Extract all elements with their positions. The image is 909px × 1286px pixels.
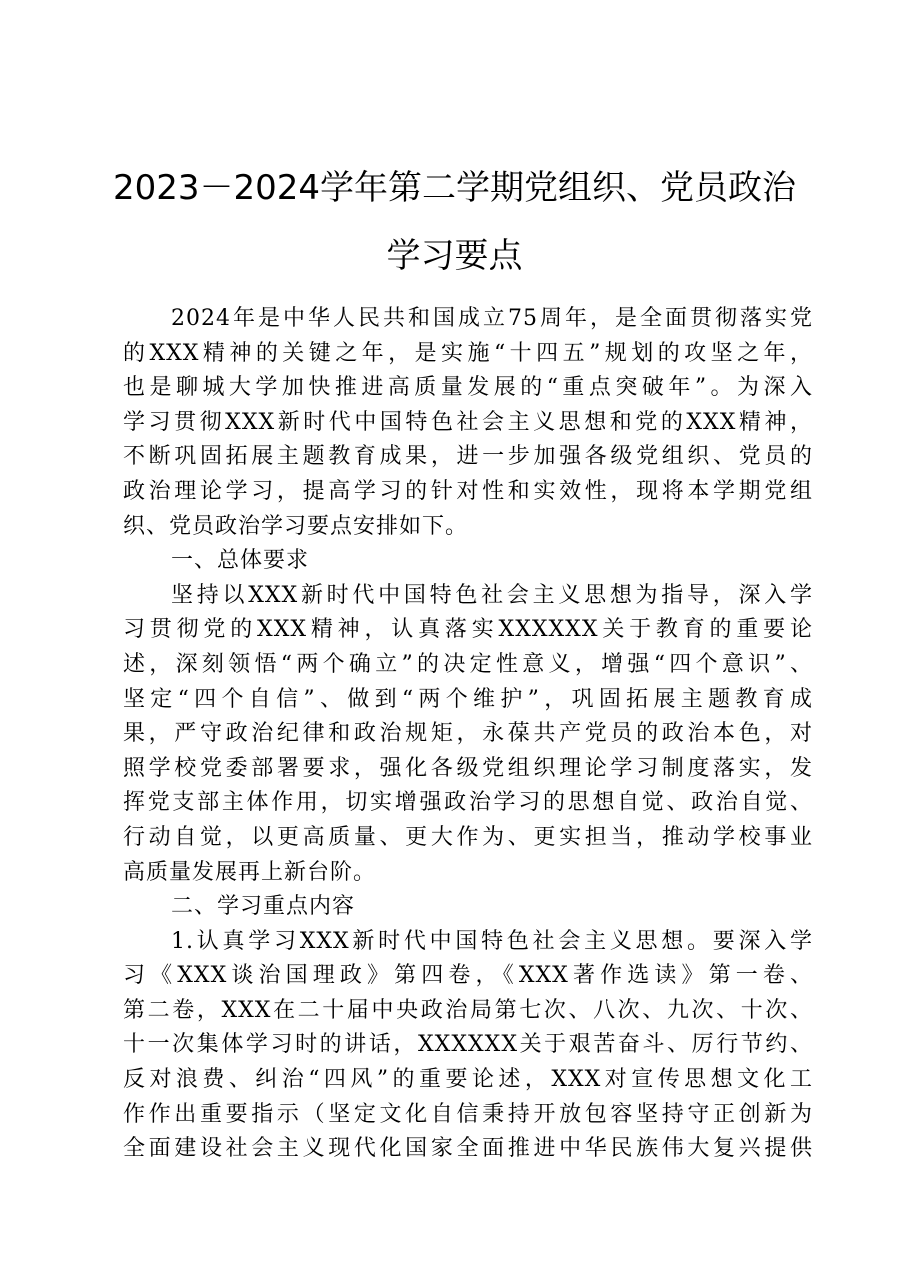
body-line: 习《XXX谈治国理政》第四卷，《XXX著作选读》第一卷、	[123, 963, 813, 989]
body-line: 也是聊城大学加快推进高质量发展的“重点突破年”。为深入	[123, 375, 813, 401]
body-line: 述，深刻领悟“两个确立”的决定性意义，增强“四个意识”、	[123, 651, 813, 677]
body-line: 2024年是中华人民共和国成立75周年，是全面贯彻落实党	[171, 306, 813, 331]
body-line: 第二卷，XXX在二十届中央政治局第七次、八次、九次、十次、	[123, 997, 813, 1023]
body-line: 高质量发展再上新台阶。	[123, 859, 377, 885]
body-line: 织、党员政治学习要点安排如下。	[123, 513, 469, 539]
body-line: 坚定“四个自信”、做到“两个维护”，巩固拓展主题教育成	[123, 686, 813, 712]
body-line: 全面建设社会主义现代化国家全面推进中华民族伟大复兴提供	[123, 1136, 813, 1162]
body-line: 不断巩固拓展主题教育成果，进一步加强各级党组织、党员的	[123, 444, 813, 470]
document-title-line-2: 学习要点	[386, 236, 523, 276]
body-line: 果，严守政治纪律和政治规矩，永葆共产党员的政治本色，对	[123, 721, 813, 747]
body-line: 作作出重要指示（坚定文化自信秉持开放包容坚持守正创新为	[123, 1101, 813, 1127]
body-line: 坚持以XXX新时代中国特色社会主义思想为指导，深入学	[171, 582, 813, 608]
body-line: 政治理论学习，提高学习的针对性和实效性，现将本学期党组	[123, 478, 813, 504]
body-line: 习贯彻党的XXX精神，认真落实XXXXXX关于教育的重要论	[123, 617, 813, 643]
body-line: 的XXX精神的关键之年，是实施“十四五”规划的攻坚之年，	[123, 340, 813, 366]
document-body	[123, 302, 813, 1167]
body-line: 学习贯彻XXX新时代中国特色社会主义思想和党的XXX精神，	[123, 409, 813, 435]
document-title-line-1: 2023－2024学年第二学期党组织、党员政治	[112, 168, 797, 208]
body-line: 挥党支部主体作用，切实增强政治学习的思想自觉、政治自觉、	[123, 790, 813, 816]
body-line: 一、总体要求	[171, 548, 310, 574]
body-line: 十一次集体学习时的讲话，XXXXXX关于艰苦奋斗、厉行节约、	[123, 1032, 813, 1058]
body-line: 1.认真学习XXX新时代中国特色社会主义思想。要深入学	[171, 928, 813, 954]
body-line: 二、学习重点内容	[171, 894, 356, 920]
body-line: 反对浪费、纠治“四风”的重要论述，XXX对宣传思想文化工	[123, 1067, 813, 1093]
body-line: 照学校党委部署要求，强化各级党组织理论学习制度落实，发	[123, 755, 813, 781]
body-line: 行动自觉，以更高质量、更大作为、更实担当，推动学校事业	[123, 824, 813, 850]
